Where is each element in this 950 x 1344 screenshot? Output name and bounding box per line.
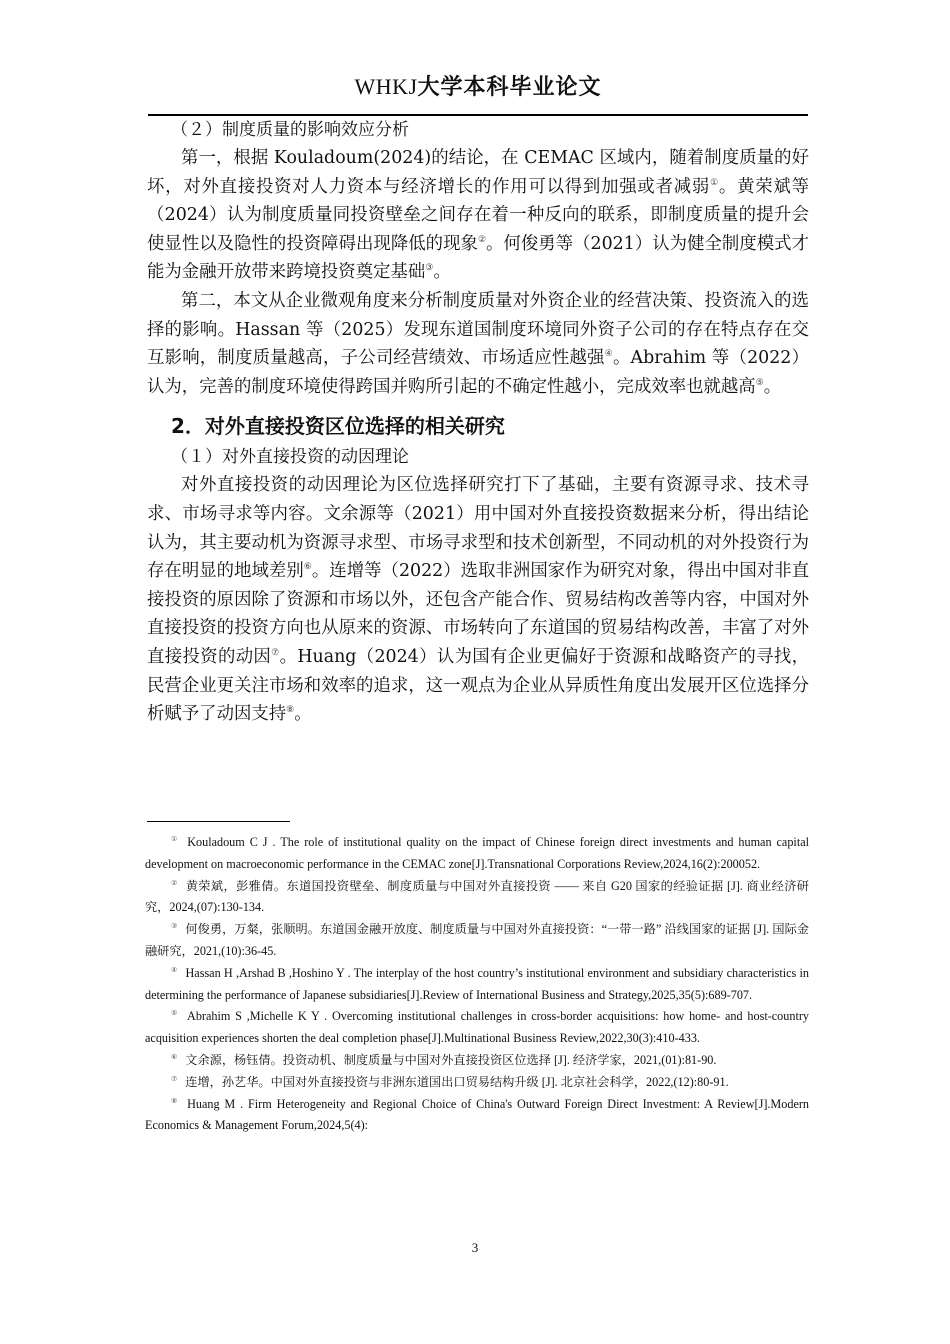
page-number: 3 [471, 1240, 479, 1255]
section-heading: 2．对外直接投资区位选择的相关研究 [171, 414, 505, 439]
subheading-motivation-theory: （１）对外直接投资的动因理论 [171, 447, 409, 468]
footnote-ref: ⑤ [755, 377, 764, 388]
footnote: ③ 何俊勇，万粲，张顺明。东道国金融开放度、制度质量与中国对外直接投资：“一带一路” 沿线国家的证据 [J]. 国际金融研究，2021,(10):36-45. [145, 922, 809, 958]
footnote-separator [147, 821, 290, 822]
footnote: ⑤ Abrahim S ,Michelle K Y . Overcoming institutional challenges in cross-border acquisitions: how home- and host-country acquisition experiences shorten the deal completion phase[J].Multinational Business Review,2022,30(3):410-433. [145, 1009, 810, 1046]
header-latin: WHKJ [354, 74, 418, 99]
footnote: ⑦ 连增，孙艺华。中国对外直接投资与非洲东道国出口贸易结构升级 [J]. 北京社会科学，2022,(12):80-91. [171, 1074, 729, 1089]
footnote-ref: ① [710, 177, 719, 188]
page-header [148, 68, 808, 116]
footnote-ref: ⑥ [303, 562, 312, 573]
footnotes [145, 832, 809, 1137]
footnote: ④ Hassan H ,Arshad B ,Hoshino Y . The interplay of the host country’s institutional environment and subsidiary characteristics in determining the performance of Japanese subsidiaries[J].Review of International Business and Strategy,2025,35(5):689-707. [145, 965, 809, 1002]
footnote: ① Kouladoum C J . The role of institutional quality on the impact of Chinese foreign direct investments and human capital development on macroeconomic performance in the CEMAC zone[J].Transnational Corporations Review,2024,16(2):200052. [145, 834, 810, 871]
footnote-ref: ② [477, 234, 487, 245]
paragraph-first: 第一，根据 Kouladoum(2024)的结论，在 CEMAC 区域内，随着制度质量的好坏，对外直接投资对人力资本与经济增长的作用可以得到加强或者减弱①。黄荣斌等（2024）认为制度质量同投资壁垒之间存在着一种反向的联系，即制度质量的提升会使显性以及隐性的投资障碍出现降低的现象②。何俊勇等（2021）认为健全制度模式才能为金融开放带来跨境投资奠定基础③。 [147, 148, 809, 283]
footnote: ⑥ 文余源，杨钰倩。投资动机、制度质量与中国对外直接投资区位选择 [J]. 经济学家，2021,(01):81-90. [171, 1052, 717, 1067]
footnote-ref: ⑦ [271, 648, 280, 659]
footnote: ② 黄荣斌，彭雅倩。东道国投资壁垒、制度质量与中国对外直接投资 —— 来自 G20 国家的经验证据 [J]. 商业经济研究，2024,(07):130-134. [145, 878, 809, 915]
footnote-ref: ④ [604, 349, 613, 360]
subheading-institutional-quality: （２）制度质量的影响效应分析 [171, 120, 409, 140]
body-content [147, 116, 809, 729]
header-title: 大学本科毕业论文 [417, 75, 602, 100]
footnote-ref: ③ [425, 263, 434, 274]
footnote: ⑧ Huang M . Firm Heterogeneity and Regional Choice of China's Outward Foreign Direct Investment: A Review[J].Modern Economics & Management Forum,2024,5(4): [145, 1096, 810, 1133]
footnote-ref: ⑧ [286, 705, 295, 716]
paragraph-motivation: 对外直接投资的动因理论为区位选择研究打下了基础，主要有资源寻求、技术寻求、市场寻求等内容。文余源等（2021）用中国对外直接投资数据来分析，得出结论认为，其主要动机为资源寻求型、市场寻求型和技术创新型，不同动机的对外投资行为存在明显的地域差别⑥。连增等（2022）选取非洲国家作为研究对象，得出中国对非直接投资的原因除了资源和市场以外，还包含产能合作、贸易结构改善等内容，中国对外直接投资的投资方向也从原来的资源、市场转向了东道国的贸易结构改善，丰富了对外直接投资的动因⑦。Huang（2024）认为国有企业更偏好于资源和战略资产的寻找，民营企业更关注市场和效率的追求，这一观点为企业从异质性角度出发展开区位选择分析赋予了动因支持⑧。 [147, 475, 809, 725]
paragraph-second: 第二，本文从企业微观角度来分析制度质量对外资企业的经营决策、投资流入的选择的影响。Hassan 等（2025）发现东道国制度环境同外资子公司的存在特点存在交互影响，制度质量越高，子公司经营绩效、市场适应性越强④。Abrahim 等（2022）认为，完善的制度环境使得跨国并购所引起的不确定性越小，完成效率也就越高⑤。 [147, 290, 809, 397]
